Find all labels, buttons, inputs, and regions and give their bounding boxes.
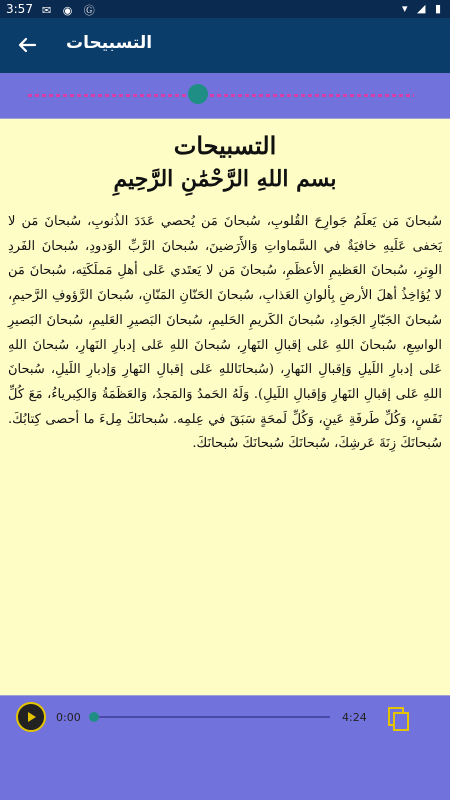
app-bar [0,18,450,73]
top-slider-thumb[interactable] [188,84,208,104]
notification-icons: ✉ ◉ Ⓖ [42,4,99,17]
system-icons: ▾ ◢ ▮ [401,2,444,15]
page-title: التسبيحات [66,33,153,53]
copy-icon [386,705,412,733]
basmala-text: بسم اللهِ الرَّحْمَٰنِ الرَّحِيمِ [113,166,337,192]
status-time: 3:57 [6,2,33,16]
copy-button[interactable] [386,705,412,733]
total-time: 4:24 [342,711,367,724]
status-bar [0,0,450,18]
audio-progress-bar[interactable] [94,716,330,718]
audio-player [0,696,450,741]
audio-progress-thumb[interactable] [89,712,99,722]
top-slider-strip [0,73,450,118]
back-button[interactable] [14,32,40,58]
tasbih-body-text: سُبحانَ مَن يَعلَمُ جَوارِحَ القُلوبِ، سُبحانَ مَن يُحصي عَدَدَ الذُنوبِ، سُبحانَ مَن لا يَخفى عَلَيهِ خافيَةٌ في السَّماواتِ وَالأَرَضينَ، سُبحانَ الرَّبِّ الوَدودِ، سُبحانَ الفَردِ الوِترِ، سُبحانَ العَظيمِ الأعظَمِ، سُبحانَ مَن لا يَعتَدي عَلى أهلِ مَملَكَتِه، سُبحانَ مَن لا يُؤاخِذُ أهلَ الأرضِ بِألوانِ العَذابِ، سُبحانَ الحَنّانِ المَنّانِ، سُبحانَ الرَّؤوفِ الرَّحيمِ، سُبحانَ الجَبّارِ الجَوادِ، سُبحانَ الكَريمِ الحَليمِ، سُبحانَ البَصيرِ العَليمِ، سُبحانَ البَصيرِ الواسِعِ، سُبحانَ اللهِ عَلى إقبالِ النَهارِ، سُبحانَ اللهِ عَلى إدبارِ النَهارِ، سُبحانَ اللهِ عَلى إدبارِ اللَيلِ وَإقبالِ النَهارِ، (سُبحانَاللهِ عَلى إقبالِ النَهارِ وَإدبارِ اللَيلِ، سُبحانَ اللهِ عَلى إقبالِ النَهارِ وَإقبالِ اللَيلِ). وَلَهُ الحَمدُ وَالمَجدُ، وَالعَظَمَةُ وَالكِبرياءُ، مَعَ كُلِّ نَفَسٍ، وَكُلِّ طَرفَةِ عَينٍ، وَكُلِّ لَمحَةٍ سَبَقَ في عِلمِه. سُبحانَكَ مِلءَ ما أحصى كِتابُكَ. سُبحانَكَ زِنَةَ عَرشِكَ، سُبحانَكَ سُبحانَكَ سُبحانَكَ. [8,214,442,452]
current-time: 0:00 [56,711,81,724]
content-title: التسبيحات [173,131,277,160]
arrow-back-icon [17,35,37,55]
play-icon [24,710,38,724]
bottom-area [0,741,450,800]
top-slider-track[interactable] [28,94,414,97]
play-button[interactable] [16,702,46,732]
content-panel [0,118,450,696]
